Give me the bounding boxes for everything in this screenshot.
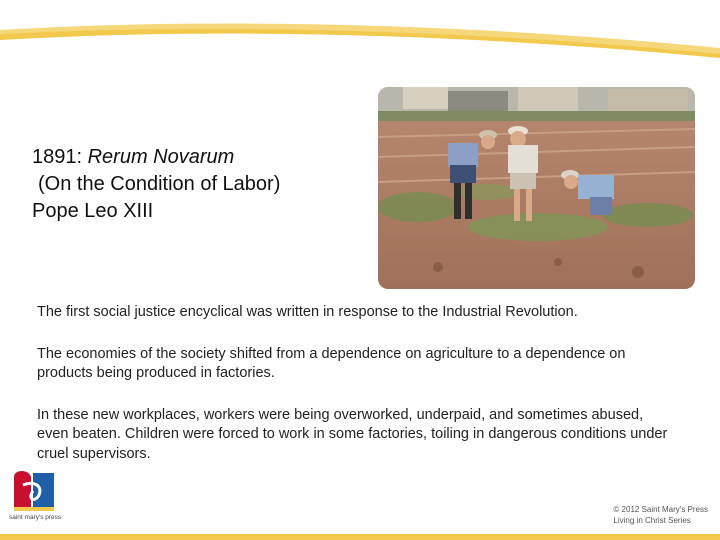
logo-text: saint mary's press [9,514,62,521]
copyright-line: © 2012 Saint Mary's Press [613,505,708,514]
bottom-accent-bar [0,534,720,540]
paragraph-3: In these new workplaces, workers were being overworked, underpaid, and sometimes abused, even beaten. Children were forced to work in some factories, toiling in dangerous conditions under cruel supervisors. [37,406,668,462]
copyright [613,504,708,526]
header-swoosh [0,0,720,70]
slide-title [32,144,372,225]
children-field-photo [378,87,695,289]
series-line: Living in Christ Series [613,516,691,525]
title-line-1: 1891: Rerum Novarum [32,146,235,168]
title-line-2: (On the Condition of Labor) [38,173,281,195]
body-text [37,303,677,464]
paragraph-2: The economies of the society shifted from a dependence on agriculture to a dependence on products being produced in factories. [37,345,626,381]
paragraph-1: The first social justice encyclical was written in response to the Industrial Revolution. [37,304,578,320]
encyclical-name: Rerum Novarum [87,146,235,168]
title-line-3: Pope Leo XIII [32,200,154,222]
